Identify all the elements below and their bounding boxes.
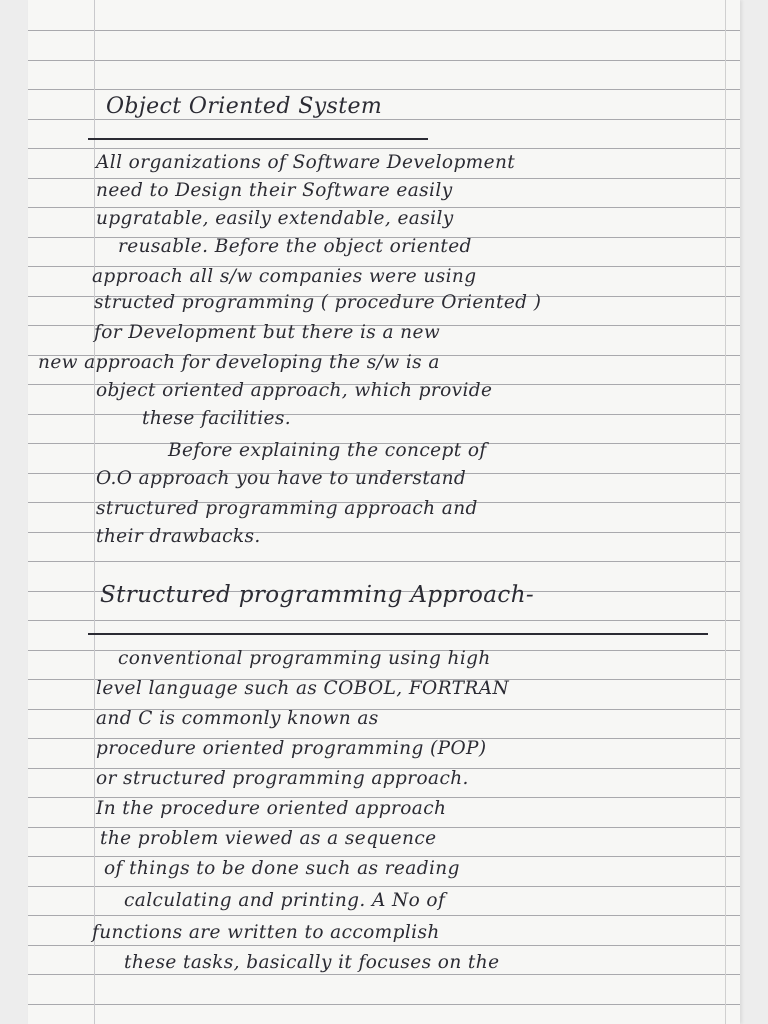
- ruled-line: [28, 886, 740, 887]
- page-edge: [725, 0, 726, 1024]
- paragraph2-line: their drawbacks.: [96, 526, 261, 547]
- ruled-line: [28, 1004, 740, 1005]
- notebook-page: [28, 0, 740, 1024]
- paragraph3-line: functions are written to accomplish: [92, 922, 440, 943]
- paragraph1-line: reusable. Before the object oriented: [118, 236, 472, 257]
- paragraph1-line: for Development but there is a new: [94, 322, 441, 343]
- paragraph3-line: calculating and printing. A No of: [124, 890, 446, 911]
- paragraph3-line: conventional programming using high: [118, 648, 491, 669]
- paragraph3-line: or structured programming approach.: [96, 768, 469, 789]
- ruled-line: [28, 60, 740, 61]
- ruled-line: [28, 561, 740, 562]
- heading-underline: [88, 633, 708, 635]
- paragraph3-line: In the procedure oriented approach: [96, 798, 447, 819]
- paragraph1-line: object oriented approach, which provide: [96, 380, 493, 401]
- paragraph1-line: need to Design their Software easily: [96, 180, 453, 201]
- ruled-line: [28, 620, 740, 621]
- paragraph1-line: these facilities.: [142, 408, 292, 429]
- paragraph2-line: O.O approach you have to understand: [96, 468, 467, 489]
- paragraph3-line: level language such as COBOL, FORTRAN: [96, 678, 510, 699]
- paragraph1-line: structed programming ( procedure Oriented ): [94, 292, 542, 313]
- ruled-line: [28, 974, 740, 975]
- ruled-line: [28, 414, 740, 415]
- ruled-line: [28, 178, 740, 179]
- section-heading: Structured programming Approach-: [100, 582, 535, 608]
- paragraph3-line: procedure oriented programming (POP): [96, 738, 487, 759]
- paragraph1-line: new approach for developing the s/w is a: [38, 352, 440, 373]
- paragraph3-line: and C is commonly known as: [96, 708, 379, 729]
- paragraph3-line: the problem viewed as a sequence: [100, 828, 437, 849]
- paragraph1-line: All organizations of Software Development: [96, 152, 516, 173]
- ruled-line: [28, 148, 740, 149]
- paragraph2-line: structured programming approach and: [96, 498, 478, 519]
- margin-line: [94, 0, 95, 1024]
- ruled-line: [28, 89, 740, 90]
- title-underline: [88, 138, 428, 140]
- ruled-line: [28, 119, 740, 120]
- page-title: Object Oriented System: [106, 94, 383, 119]
- ruled-line: [28, 30, 740, 31]
- paragraph1-line: approach all s/w companies were using: [92, 266, 477, 287]
- paragraph3-line: these tasks, basically it focuses on the: [124, 952, 500, 973]
- paragraph1-line: upgratable, easily extendable, easily: [96, 208, 454, 229]
- ruled-line: [28, 915, 740, 916]
- paragraph3-line: of things to be done such as reading: [104, 858, 460, 879]
- paragraph2-line: Before explaining the concept of: [168, 440, 487, 461]
- ruled-line: [28, 856, 740, 857]
- ruled-line: [28, 945, 740, 946]
